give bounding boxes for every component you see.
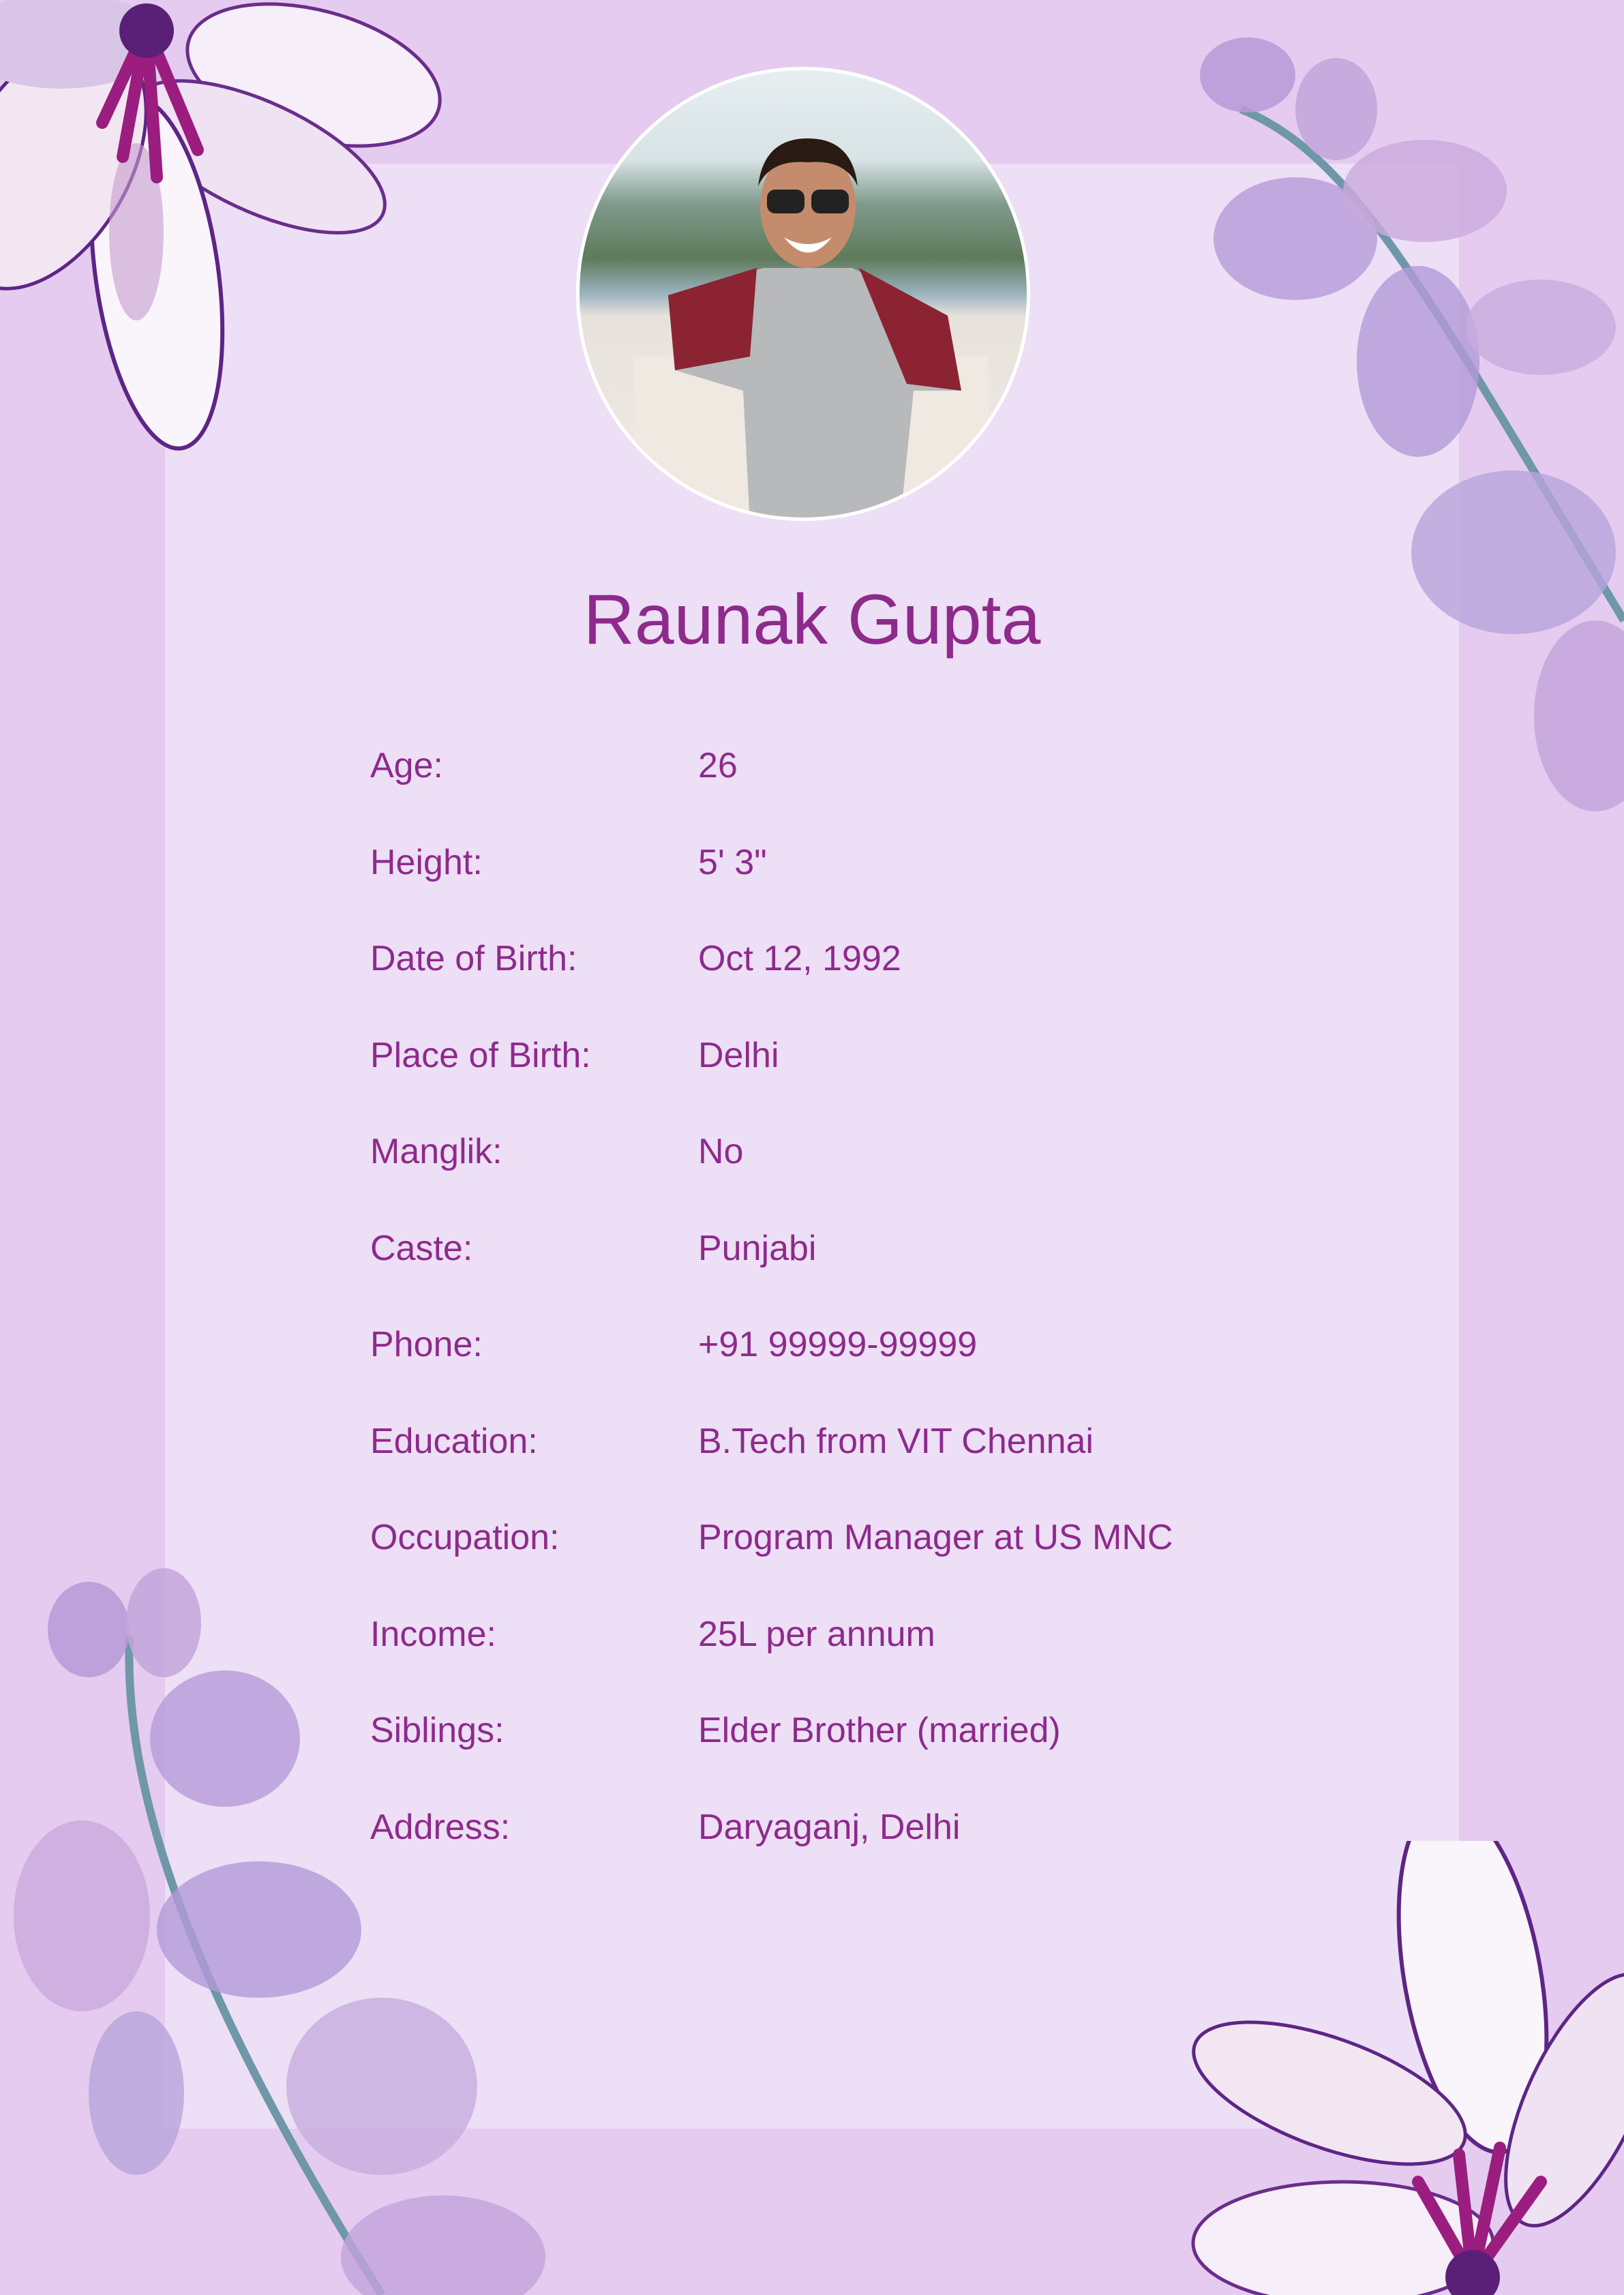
detail-label: Phone: xyxy=(370,1325,483,1364)
detail-value: +91 99999-99999 xyxy=(698,1325,978,1364)
detail-label: Manglik: xyxy=(370,1132,502,1171)
detail-value: Daryaganj, Delhi xyxy=(698,1807,961,1847)
detail-label: Address: xyxy=(370,1807,511,1847)
profile-name: Raunak Gupta xyxy=(583,580,1041,659)
detail-label: Age: xyxy=(370,746,443,785)
detail-label: Occupation: xyxy=(370,1518,560,1557)
detail-label: Height: xyxy=(370,842,483,882)
detail-value: 26 xyxy=(698,746,738,785)
person-illustration-icon xyxy=(580,70,1030,521)
detail-value: 5' 3" xyxy=(698,842,767,882)
detail-label: Income: xyxy=(370,1614,496,1654)
detail-value: Elder Brother (married) xyxy=(698,1711,1061,1750)
detail-value: No xyxy=(698,1132,744,1171)
detail-value: 25L per annum xyxy=(698,1614,935,1654)
detail-label: Date of Birth: xyxy=(370,939,577,978)
detail-value: Delhi xyxy=(698,1035,779,1075)
detail-label: Caste: xyxy=(370,1228,473,1268)
detail-value: Oct 12, 1992 xyxy=(698,939,901,978)
detail-label: Siblings: xyxy=(370,1711,505,1750)
detail-label: Education: xyxy=(370,1421,538,1461)
detail-label: Place of Birth: xyxy=(370,1035,591,1075)
detail-value: Punjabi xyxy=(698,1228,817,1268)
detail-value: B.Tech from VIT Chennai xyxy=(698,1421,1094,1461)
detail-value: Program Manager at US MNC xyxy=(698,1518,1173,1557)
profile-photo xyxy=(576,67,1030,521)
